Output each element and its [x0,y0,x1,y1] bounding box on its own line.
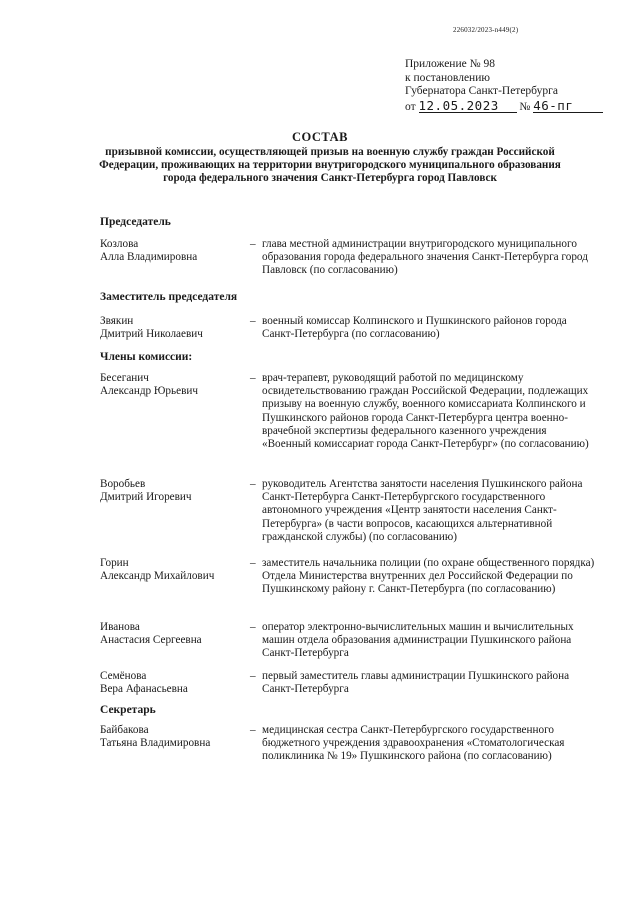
appendix-line-3: Губернатора Санкт-Петербурга [405,85,558,97]
member-given-names: Анастасия Сергеевна [100,634,202,647]
appendix-date-line [405,99,625,115]
number-prefix: № [519,100,534,113]
member-given-names: Дмитрий Николаевич [100,328,203,341]
member-role: глава местной администрации внутригородского муниципального образования города федерального значения Санкт-Петербурга город Павловск (по согласованию) [262,238,588,277]
member-given-names: Алла Владимировна [100,251,198,264]
member-name [100,724,250,750]
decree-date: 12.05.2023 [419,99,517,114]
dash-separator: – [250,724,256,736]
dash-separator: – [250,238,256,250]
member-name [100,478,250,504]
member-name [100,557,250,583]
member-surname: Козлова [100,238,139,250]
document-subtitle: призывной комиссии, осуществляющей призыв на военную службу граждан Российской Федерации, проживающих на территории внутригородского муниципального образования города федерального значения Санкт-Петербурга город Павловск [99,146,561,184]
section-deputy: Заместитель председателя [100,291,238,303]
dash-separator: – [250,621,256,633]
section-secretary: Секретарь [100,704,156,716]
member-name [100,315,250,341]
member-role: медицинская сестра Санкт-Петербургского государственного бюджетного учреждения здравоохранения «Стоматологическая поликлиника № 19» Пушкинского района (по согласованию) [262,724,565,763]
section-chairman: Председатель [100,216,171,228]
dash-separator: – [250,670,256,682]
member-name [100,621,250,647]
decree-number: 46-пг [533,99,603,114]
appendix-line-1: Приложение № 98 [405,58,495,70]
document-title: СОСТАВ [291,130,348,144]
member-surname: Звякин [100,315,134,327]
member-role: врач-терапевт, руководящий работой по медицинскому освидетельствованию граждан Российской Федерации, подлежащих призыву на военную службу, военного комиссариата Колпинского и Пушкинского районов города Санкт-Петербурга центра военно-врачебной экспертизы федерального казенного учреждения «Военный комиссариат города Санкт-Петербург» (по согласованию) [262,372,589,451]
member-role: заместитель начальника полиции (по охране общественного порядка) Отдела Министерства внутренних дел Российской Федерации по Пушкинскому району г. Санкт-Петербурга (по согласованию) [262,557,595,596]
dash-separator: – [250,372,256,384]
member-given-names: Вера Афанасьевна [100,683,188,696]
member-role: оператор электронно-вычислительных машин и вычислительных машин отдела образования администрации Пушкинского района Санкт-Петербурга [262,621,574,660]
member-role: руководитель Агентства занятости населения Пушкинского района Санкт-Петербурга Санкт-Петербургского государственного автономного учреждения «Центр занятости населения Санкт-Петербурга» (в части вопросов, касающихся альтернативной гражданской службы) (по согласованию) [262,478,583,543]
member-surname: Иванова [100,621,140,633]
member-given-names: Александр Михайлович [100,570,215,583]
member-surname: Бесеганич [100,372,149,384]
member-surname: Байбакова [100,724,149,736]
date-prefix: от [405,100,419,113]
member-name [100,670,250,696]
dash-separator: – [250,478,256,490]
member-given-names: Татьяна Владимировна [100,737,211,750]
member-surname: Воробьев [100,478,146,490]
member-given-names: Дмитрий Игоревич [100,491,192,504]
appendix-block [405,58,625,114]
dash-separator: – [250,557,256,569]
member-surname: Семёнова [100,670,147,682]
member-name [100,238,250,264]
section-members: Члены комиссии: [100,351,193,363]
member-surname: Горин [100,557,129,569]
member-role: первый заместитель главы администрации Пушкинского района Санкт-Петербурга [262,670,570,696]
member-role: военный комиссар Колпинского и Пушкинского районов города Санкт-Петербурга (по согласованию) [262,315,567,341]
document-id: 226032/2023-n449(2) [453,26,519,34]
dash-separator: – [250,315,256,327]
member-name [100,372,250,398]
member-given-names: Александр Юрьевич [100,385,198,398]
appendix-line-2: к постановлению [405,71,490,84]
